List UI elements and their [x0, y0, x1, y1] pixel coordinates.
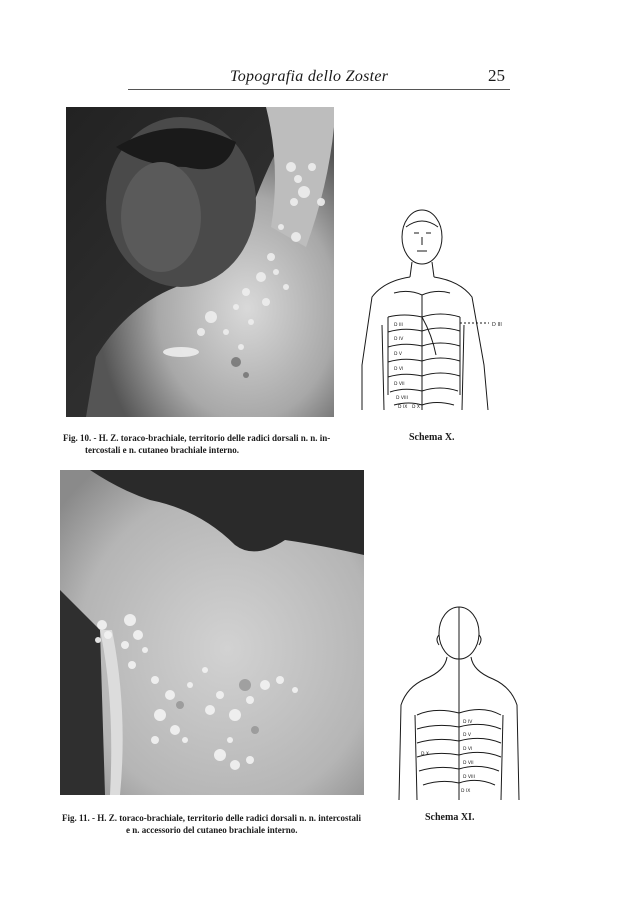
schema-x-band-label: D VI	[394, 367, 404, 372]
schema-xi-band-label: D IV	[463, 720, 473, 725]
fig10-caption	[63, 432, 363, 456]
schema-x-band-label: D VII	[394, 382, 405, 387]
schema-xi-band-label: D VIII	[463, 775, 475, 780]
schema-x-diagram	[354, 205, 516, 415]
running-title: Topografia dello Zoster	[230, 68, 389, 85]
schema-xi-band-label: D X	[421, 752, 429, 757]
fig11-caption-line1: Fig. 11. - H. Z. toraco-brachiale, territorio delle radici dorsali n. n. intercostali	[62, 813, 362, 823]
fig10-caption-line2: tercostali e n. cutaneo brachiale interno.	[85, 445, 240, 455]
schema-xi-band-label: D IX	[461, 789, 471, 794]
schema-xi-band-label: D V	[463, 733, 471, 738]
schema-x-band-label: D V	[394, 352, 402, 357]
schema-x-band-label: D VIII	[396, 396, 408, 401]
schema-x-band-label: D X	[412, 405, 420, 410]
page-number: 25	[488, 66, 505, 85]
schema-x-band-label: D III	[394, 323, 403, 328]
header-rule	[128, 89, 510, 90]
fig10-photograph	[66, 107, 334, 417]
fig11-caption	[62, 812, 382, 836]
schema-xi-label: Schema XI.	[425, 812, 475, 823]
schema-xi-diagram	[395, 605, 523, 800]
schema-x-band-label: D IV	[394, 337, 404, 342]
schema-xi-band-label: D VI	[463, 747, 473, 752]
schema-x-callout: D III	[492, 322, 502, 328]
schema-x-band-label: D IX	[398, 405, 408, 410]
schema-xi-band-label: D VII	[463, 761, 474, 766]
fig11-caption-line2: e n. accessorio del cutaneo brachiale interno.	[126, 825, 298, 835]
fig10-caption-line1: Fig. 10. - H. Z. toraco-brachiale, territorio delle radici dorsali n. n. in-	[63, 433, 331, 443]
schema-x-label: Schema X.	[409, 432, 455, 443]
fig11-photograph	[60, 470, 364, 795]
